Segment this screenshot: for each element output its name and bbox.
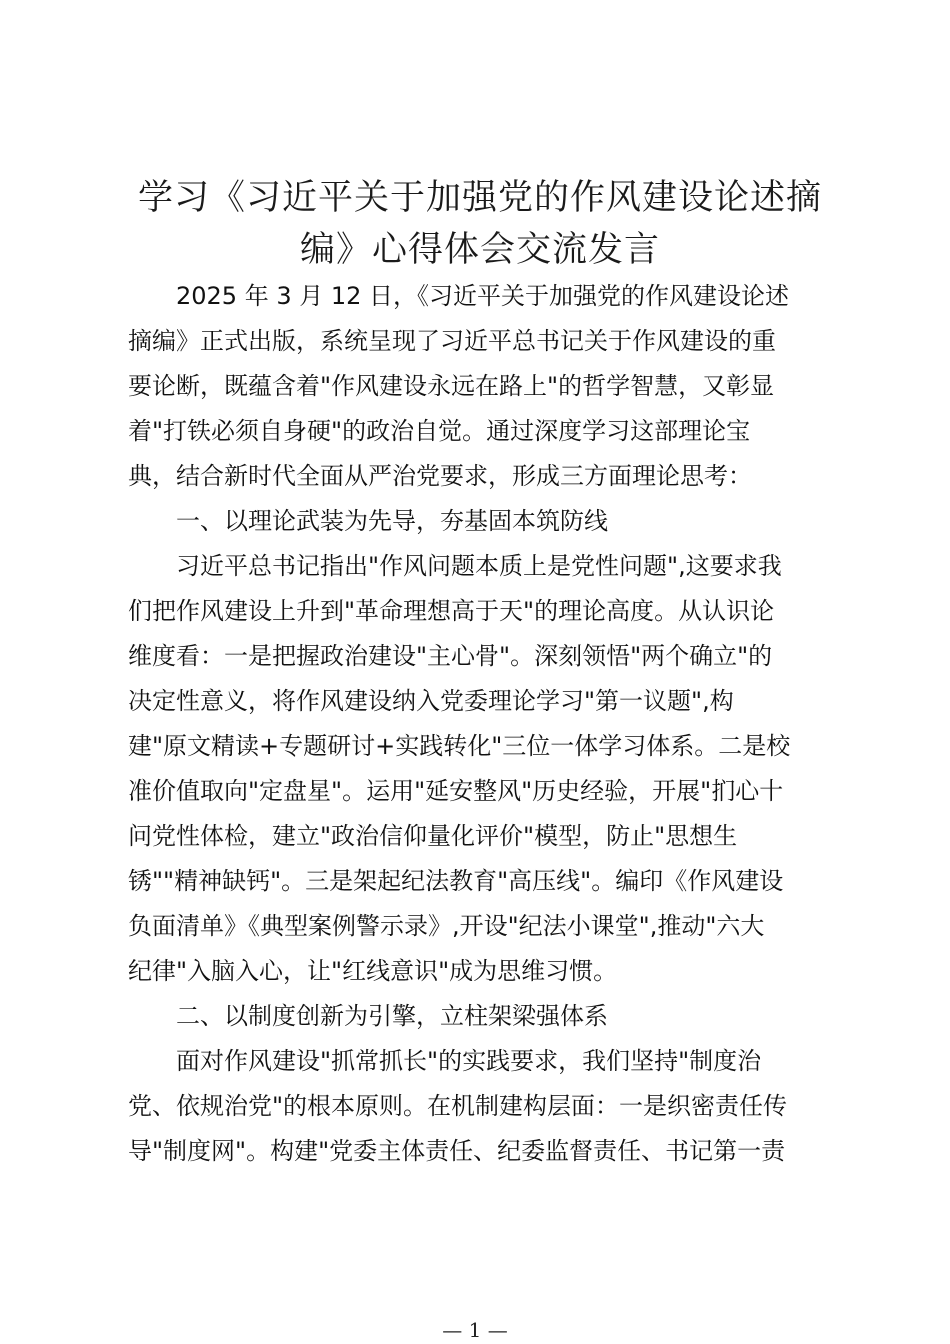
body-line: 负面清单》《典型案例警示录》,开设"纪法小课堂",推动"六大: [128, 912, 765, 940]
body-line: 问党性体检，建立"政治信仰量化评价"模型，防止"思想生: [128, 822, 738, 850]
body-line: 导"制度网"。构建"党委主体责任、纪委监督责任、书记第一责: [128, 1137, 786, 1165]
section-heading-2: 二、以制度创新为引擎，立柱架梁强体系: [176, 1002, 608, 1030]
body-line: 着"打铁必须自身硬"的政治自觉。通过深度学习这部理论宝: [128, 417, 751, 445]
body-line: 2025 年 3 月 12 日，《习近平关于加强党的作风建设论述: [176, 282, 790, 310]
body-line: 要论断，既蕴含着"作风建设永远在路上"的哲学智慧，又彰显: [128, 372, 775, 400]
body-line: 习近平总书记指出"作风问题本质上是党性问题",这要求我: [176, 552, 782, 580]
body-line: 党、依规治党"的根本原则。在机制建构层面：一是织密责任传: [128, 1092, 788, 1120]
section-heading-1: 一、以理论武装为先导，夯基固本筑防线: [176, 507, 608, 535]
body-line: 锈""精神缺钙"。三是架起纪法教育"高压线"。编印《作风建设: [128, 867, 784, 895]
body-line: 准价值取向"定盘星"。运用"延安整风"历史经验，开展"扪心十: [128, 777, 784, 805]
body-line: 纪律"入脑入心，让"红线意识"成为思维习惯。: [128, 957, 618, 985]
body-line: 摘编》正式出版，系统呈现了习近平总书记关于作风建设的重: [128, 327, 776, 355]
body-line: 建"原文精读+专题研讨+实践转化"三位一体学习体系。二是校: [128, 732, 791, 760]
body-line: 维度看：一是把握政治建设"主心骨"。深刻领悟"两个确立"的: [128, 642, 773, 670]
body-line: 决定性意义，将作风建设纳入党委理论学习"第一议题",构: [128, 687, 734, 715]
body-line: 们把作风建设上升到"革命理想高于天"的理论高度。从认识论: [128, 597, 775, 625]
document-title-line-1: 学习《习近平关于加强党的作风建设论述摘: [137, 178, 822, 218]
body-line: 面对作风建设"抓常抓长"的实践要求，我们坚持"制度治: [176, 1047, 762, 1075]
document-title-line-2: 编》心得体会交流发言: [299, 230, 660, 270]
page-number: — 1 —: [442, 1318, 508, 1342]
body-line: 典，结合新时代全面从严治党要求，形成三方面理论思考：: [128, 462, 752, 490]
